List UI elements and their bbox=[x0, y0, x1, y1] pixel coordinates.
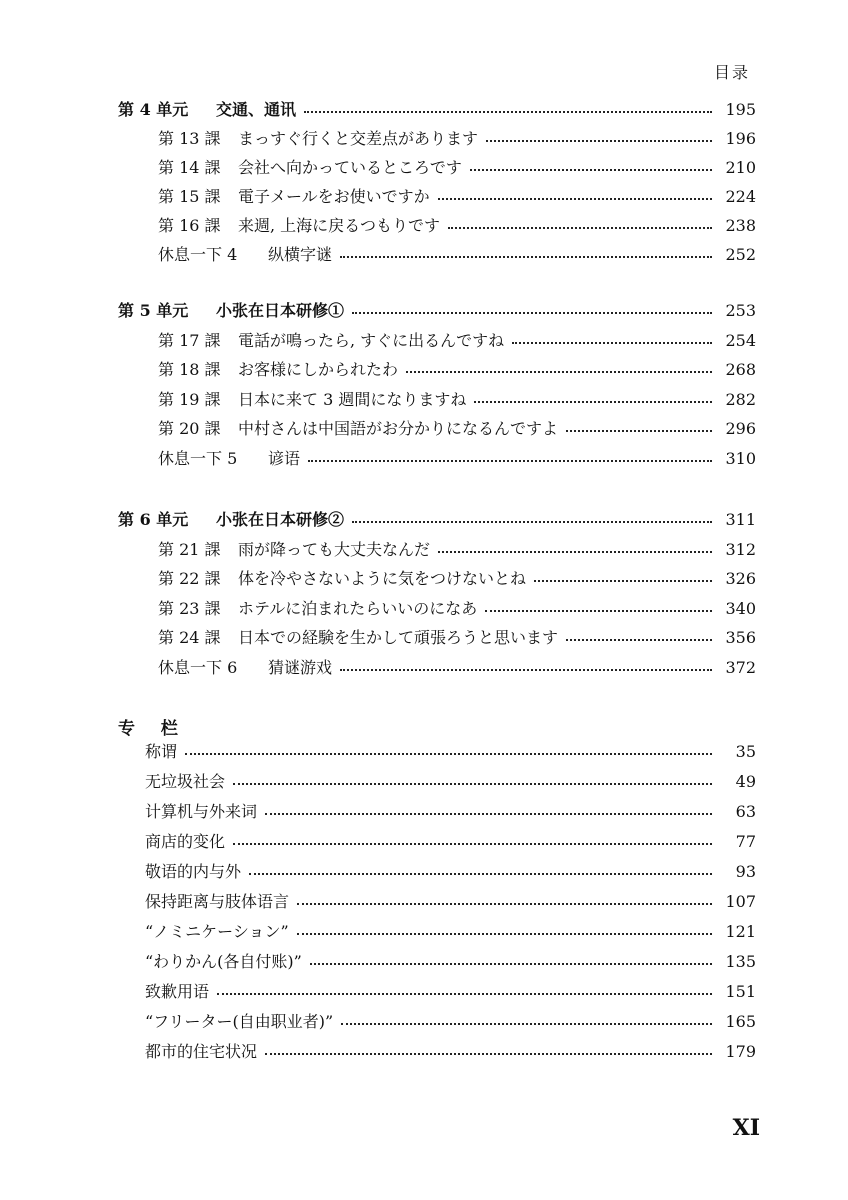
column-title: “ノミニケーション” bbox=[145, 922, 289, 941]
column-row bbox=[145, 1007, 756, 1037]
lesson-number: 第 14 課 bbox=[158, 158, 221, 177]
leader-dots bbox=[470, 169, 712, 171]
lesson-row bbox=[158, 623, 756, 653]
leader-dots bbox=[485, 610, 712, 612]
page-number: 310 bbox=[725, 449, 756, 468]
columns-heading: 专 栏 bbox=[118, 719, 188, 739]
page-number: 49 bbox=[735, 772, 756, 791]
page-number: 238 bbox=[725, 216, 756, 235]
leader-dots bbox=[308, 460, 712, 462]
page-number: 179 bbox=[725, 1042, 756, 1061]
leader-dots bbox=[185, 753, 712, 755]
rest-row bbox=[158, 444, 756, 474]
leader-dots bbox=[341, 1023, 712, 1025]
lesson-title: 体を冷やさないように気をつけないとね bbox=[238, 569, 527, 588]
leader-dots bbox=[265, 1053, 712, 1055]
unit-title: 小张在日本研修② bbox=[216, 510, 345, 529]
leader-dots bbox=[233, 843, 712, 845]
rest-row bbox=[158, 240, 756, 270]
page-number: 165 bbox=[725, 1012, 756, 1031]
page-number: 254 bbox=[725, 331, 756, 350]
column-title: 称谓 bbox=[145, 742, 178, 761]
page-number: 196 bbox=[725, 129, 756, 148]
column-title: 无垃圾社会 bbox=[145, 772, 226, 791]
leader-dots bbox=[566, 639, 712, 641]
leader-dots bbox=[297, 903, 712, 905]
lesson-number: 第 24 課 bbox=[158, 628, 221, 647]
unit-number: 第 5 单元 bbox=[118, 301, 189, 320]
lesson-row bbox=[158, 564, 756, 594]
leader-dots bbox=[534, 580, 712, 582]
lesson-number: 第 15 課 bbox=[158, 187, 221, 206]
page-number: 195 bbox=[725, 100, 756, 119]
leader-dots bbox=[438, 551, 712, 553]
rest-title: 纵横字谜 bbox=[268, 245, 333, 264]
column-row bbox=[145, 767, 756, 797]
page-number: 107 bbox=[725, 892, 756, 911]
leader-dots bbox=[340, 256, 712, 258]
rest-number: 休息一下 5 bbox=[158, 449, 238, 468]
column-title: 都市的住宅状况 bbox=[145, 1042, 258, 1061]
lesson-row bbox=[158, 182, 756, 212]
column-row bbox=[145, 977, 756, 1007]
page-number: 253 bbox=[725, 301, 756, 320]
page-number: 35 bbox=[735, 742, 756, 761]
page-number: 296 bbox=[725, 419, 756, 438]
lesson-title: 来週, 上海に戻るつもりです bbox=[238, 216, 441, 235]
leader-dots bbox=[352, 521, 712, 523]
page-number: 210 bbox=[725, 158, 756, 177]
lesson-number: 第 20 課 bbox=[158, 419, 221, 438]
leader-dots bbox=[474, 401, 712, 403]
unit-6-row bbox=[118, 505, 756, 535]
column-row bbox=[145, 947, 756, 977]
lesson-title: 日本での経験を生かして頑張ろうと思います bbox=[238, 628, 559, 647]
lesson-number: 第 13 課 bbox=[158, 129, 221, 148]
unit-title: 交通、通讯 bbox=[216, 100, 297, 119]
lesson-title: ホテルに泊まれたらいいのになあ bbox=[238, 599, 478, 618]
page-number: 93 bbox=[735, 862, 756, 881]
lesson-title: 雨が降っても大丈夫なんだ bbox=[238, 540, 431, 559]
column-row bbox=[145, 1037, 756, 1067]
lesson-row bbox=[158, 414, 756, 444]
lesson-title: 電子メールをお使いですか bbox=[238, 187, 430, 206]
column-row bbox=[145, 857, 756, 887]
lesson-title: 会社へ向かっているところです bbox=[238, 158, 462, 177]
lesson-number: 第 22 課 bbox=[158, 569, 221, 588]
column-row bbox=[145, 827, 756, 857]
leader-dots bbox=[304, 111, 712, 113]
column-title: 保持距离与肢体语言 bbox=[145, 892, 290, 911]
lesson-number: 第 18 課 bbox=[158, 360, 221, 379]
page-number: 63 bbox=[735, 802, 756, 821]
page-number: 340 bbox=[725, 599, 756, 618]
column-row bbox=[145, 917, 756, 947]
unit-number: 第 6 单元 bbox=[118, 510, 189, 529]
lesson-number: 第 16 課 bbox=[158, 216, 221, 235]
lesson-number: 第 17 課 bbox=[158, 331, 221, 350]
rest-number: 休息一下 4 bbox=[158, 245, 238, 264]
leader-dots bbox=[448, 227, 712, 229]
lesson-row bbox=[158, 535, 756, 565]
lesson-row bbox=[158, 594, 756, 624]
lesson-row bbox=[158, 153, 756, 183]
lesson-title: お客様にしかられたわ bbox=[238, 360, 399, 379]
lesson-title: まっすぐ行くと交差点があります bbox=[238, 129, 479, 148]
lesson-number: 第 19 課 bbox=[158, 390, 221, 409]
column-row bbox=[145, 737, 756, 767]
page-number: 268 bbox=[725, 360, 756, 379]
lesson-title: 中村さんは中国語がお分かりになるんですよ bbox=[238, 419, 559, 438]
column-title: 计算机与外来词 bbox=[145, 802, 258, 821]
page-number: 77 bbox=[735, 832, 756, 851]
leader-dots bbox=[566, 430, 712, 432]
rest-title: 谚语 bbox=[268, 449, 301, 468]
leader-dots bbox=[265, 813, 712, 815]
leader-dots bbox=[233, 783, 712, 785]
lesson-row bbox=[158, 385, 756, 415]
unit-4-row bbox=[118, 95, 756, 125]
lesson-title: 電話が鳴ったら, すぐに出るんですね bbox=[238, 331, 505, 350]
unit-title: 小张在日本研修① bbox=[216, 301, 345, 320]
page-number: 282 bbox=[725, 390, 756, 409]
page-number: 356 bbox=[725, 628, 756, 647]
page-number: 252 bbox=[725, 245, 756, 264]
unit-number: 第 4 单元 bbox=[118, 100, 189, 119]
lesson-row bbox=[158, 211, 756, 241]
lesson-number: 第 23 課 bbox=[158, 599, 221, 618]
page-number: 135 bbox=[725, 952, 756, 971]
page-number: 312 bbox=[725, 540, 756, 559]
page-number: 121 bbox=[725, 922, 756, 941]
column-row bbox=[145, 887, 756, 917]
column-title: 敬语的内与外 bbox=[145, 862, 242, 881]
leader-dots bbox=[340, 669, 712, 671]
lesson-number: 第 21 課 bbox=[158, 540, 221, 559]
rest-title: 猜谜游戏 bbox=[268, 658, 333, 677]
unit-5-row bbox=[118, 296, 756, 326]
leader-dots bbox=[486, 140, 712, 142]
leader-dots bbox=[352, 312, 712, 314]
column-title: 致歉用语 bbox=[145, 982, 210, 1001]
page-number: 311 bbox=[725, 510, 756, 529]
lesson-row bbox=[158, 124, 756, 154]
leader-dots bbox=[310, 963, 712, 965]
leader-dots bbox=[406, 371, 712, 373]
leader-dots bbox=[297, 933, 712, 935]
leader-dots bbox=[438, 198, 712, 200]
page-footer-number: XI bbox=[732, 1115, 760, 1141]
page-header-title: 目录 bbox=[713, 63, 750, 82]
page-number: 326 bbox=[725, 569, 756, 588]
column-title: “わりかん(各自付账)” bbox=[145, 952, 302, 971]
lesson-row bbox=[158, 326, 756, 356]
column-row bbox=[145, 797, 756, 827]
leader-dots bbox=[512, 342, 712, 344]
column-title: 商店的变化 bbox=[145, 832, 226, 851]
lesson-row bbox=[158, 355, 756, 385]
page-number: 372 bbox=[725, 658, 756, 677]
rest-row bbox=[158, 653, 756, 683]
column-title: “フリーター(自由职业者)” bbox=[145, 1012, 334, 1031]
lesson-title: 日本に来て 3 週間になりますね bbox=[238, 390, 467, 409]
rest-number: 休息一下 6 bbox=[158, 658, 238, 677]
leader-dots bbox=[249, 873, 712, 875]
leader-dots bbox=[217, 993, 712, 995]
page-number: 224 bbox=[725, 187, 756, 206]
page-number: 151 bbox=[725, 982, 756, 1001]
